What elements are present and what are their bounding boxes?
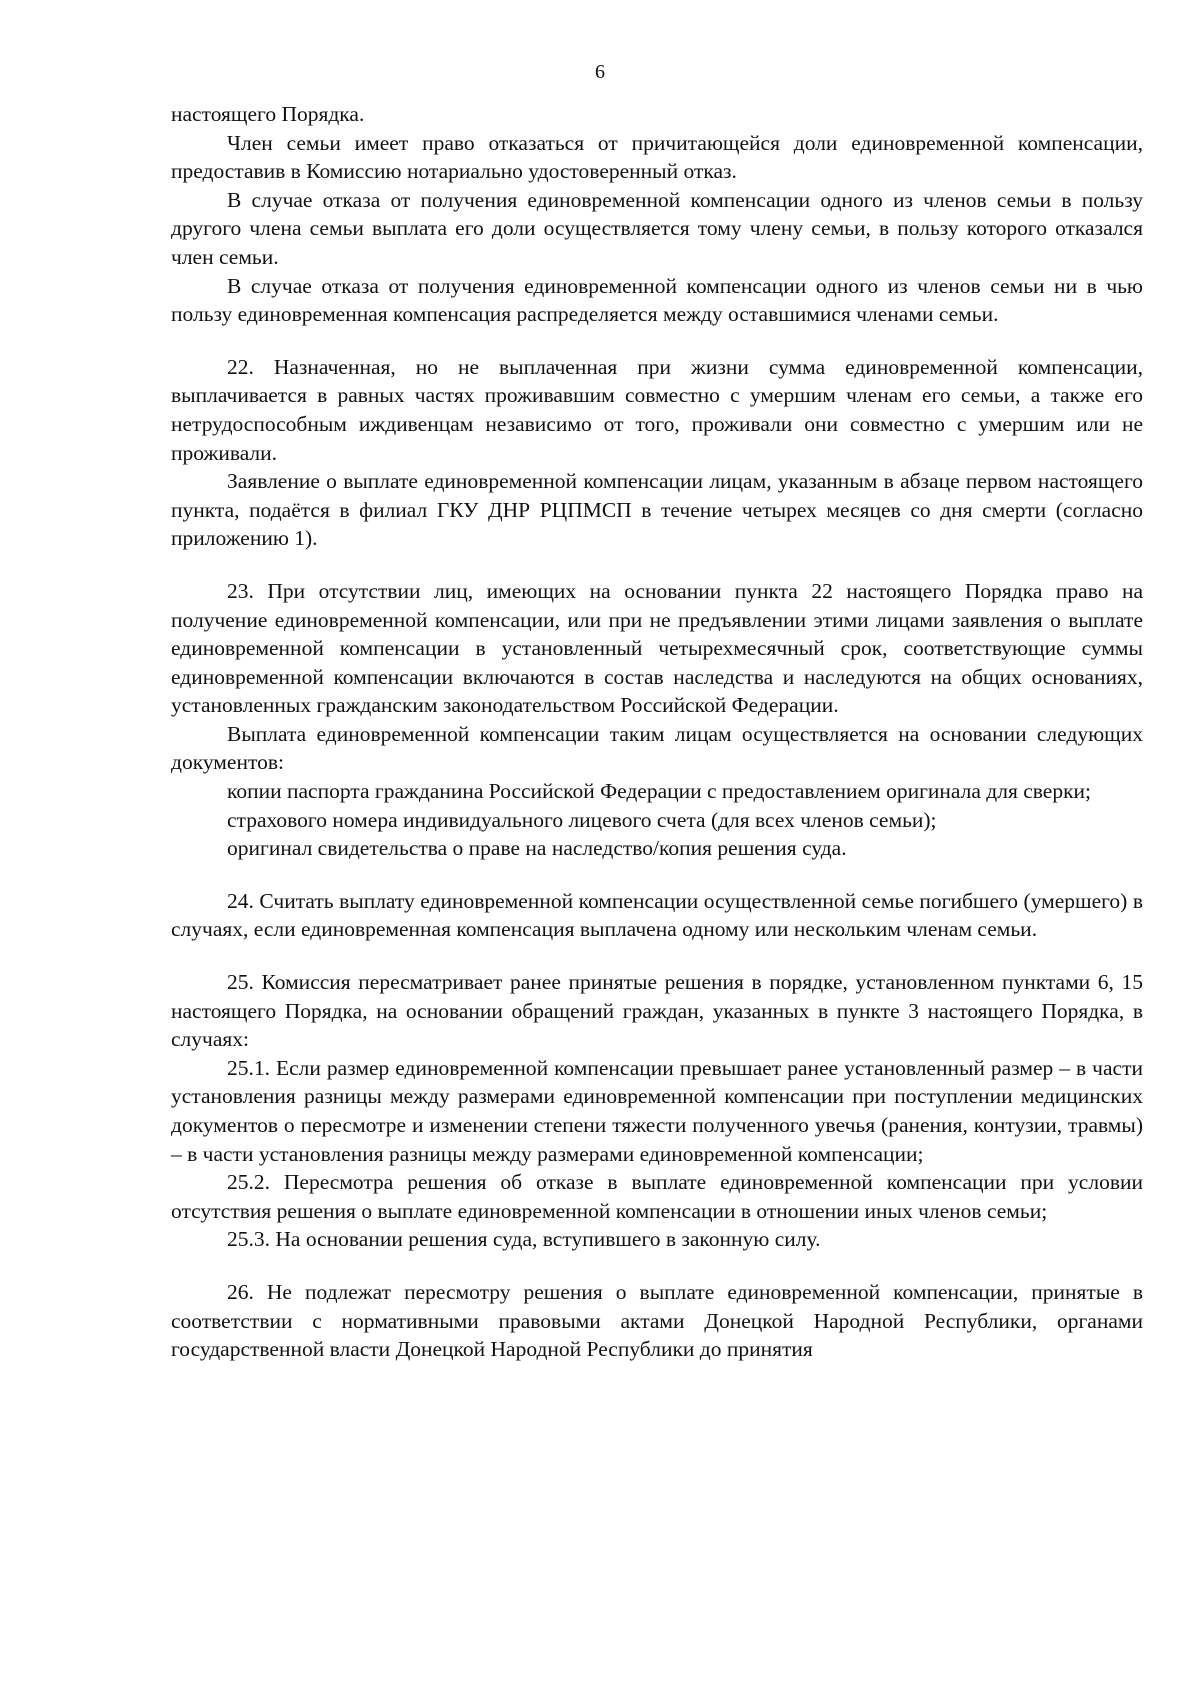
paragraph-waiver-no-favor: В случае отказа от получения единовременной компенсации одного из членов семьи ни в чью пользу единовременная компенсация распределяется между оставшимися членами семьи. bbox=[171, 273, 1143, 327]
clause-22-application: Заявление о выплате единовременной компенсации лицам, указанным в абзаце первом настоящего пункта, подаётся в филиал ГКУ ДНР РЦПМСП в течение четырех месяцев со дня смерти (согласно приложению 1). bbox=[171, 469, 1143, 551]
clause-23: 23. При отсутствии лиц, имеющих на основании пункта 22 настоящего Порядка право на получение единовременной компенсации, или при не предъявлении этими лицами заявления о выплате единовременной компенсации в установленный четырехмесячный срок, соответствующие суммы единовременной компенсации включаются в состав наследства и наследуются на общих основаниях, установленных гражданским законодательством Российской Федерации. bbox=[171, 578, 1143, 718]
clause-22: 22. Назначенная, но не выплаченная при жизни сумма единовременной компенсации, выплачивается в равных частях проживавшим совместно с умершим членам его семьи, а также его нетрудоспособным иждивенцам независимо от того, проживали они совместно с умершим или не проживали. bbox=[171, 354, 1143, 465]
page-number: 6 bbox=[595, 61, 605, 83]
clause-25-1: 25.1. Если размер единовременной компенсации превышает ранее установленный размер – в части установления разницы между размерами единовременной компенсации при поступлении медицинских документов о пересмотре и изменении степени тяжести полученного увечья (ранения, контузии, травмы) – в части установления разницы между размерами единовременной компенсации; bbox=[171, 1055, 1143, 1166]
clause-25: 25. Комиссия пересматривает ранее принятые решения в порядке, установленном пунктами 6, 15 настоящего Порядка, на основании обращений граждан, указанных в пункте 3 настоящего Порядка, в случаях: bbox=[171, 970, 1143, 1052]
clause-24: 24. Считать выплату единовременной компенсации осуществленной семье погибшего (умершего) в случаях, если единовременная компенсация выплачена одному или нескольким членам семьи. bbox=[171, 888, 1143, 942]
document-list-item: копии паспорта гражданина Российской Федерации с предоставлением оригинала для сверки; bbox=[227, 779, 1092, 804]
paragraph-continuation: настоящего Порядка. bbox=[171, 102, 365, 126]
document-list-item: оригинал свидетельства о праве на наследство/копия решения суда. bbox=[227, 836, 847, 861]
clause-25-3: 25.3. На основании решения суда, вступившего в законную силу. bbox=[227, 1227, 821, 1252]
clause-25-2: 25.2. Пересмотра решения об отказе в выплате единовременной компенсации при условии отсутствия решения о выплате единовременной компенсации в отношении иных членов семьи; bbox=[171, 1170, 1143, 1223]
clause-26: 26. Не подлежат пересмотру решения о выплате единовременной компенсации, принятые в соответствии с нормативными правовыми актами Донецкой Народной Республики, органами государственной власти Донецкой Народной Республики до принятия bbox=[171, 1279, 1143, 1362]
paragraph-waiver-right: Член семьи имеет право отказаться от причитающейся доли единовременной компенсации, предоставив в Комиссию нотариально удостоверенный отказ. bbox=[171, 130, 1143, 184]
document-body bbox=[171, 100, 1143, 1364]
document-list-item: страхового номера индивидуального лицевого счета (для всех членов семьи); bbox=[227, 807, 937, 832]
paragraph-waiver-in-favor: В случае отказа от получения единовременной компенсации одного из членов семьи в пользу другого члена семьи выплата его доли осуществляется тому члену семьи, в пользу которого отказался член семьи. bbox=[171, 187, 1143, 269]
clause-23-documents-intro: Выплата единовременной компенсации таким лицам осуществляется на основании следующих документов: bbox=[171, 721, 1143, 775]
